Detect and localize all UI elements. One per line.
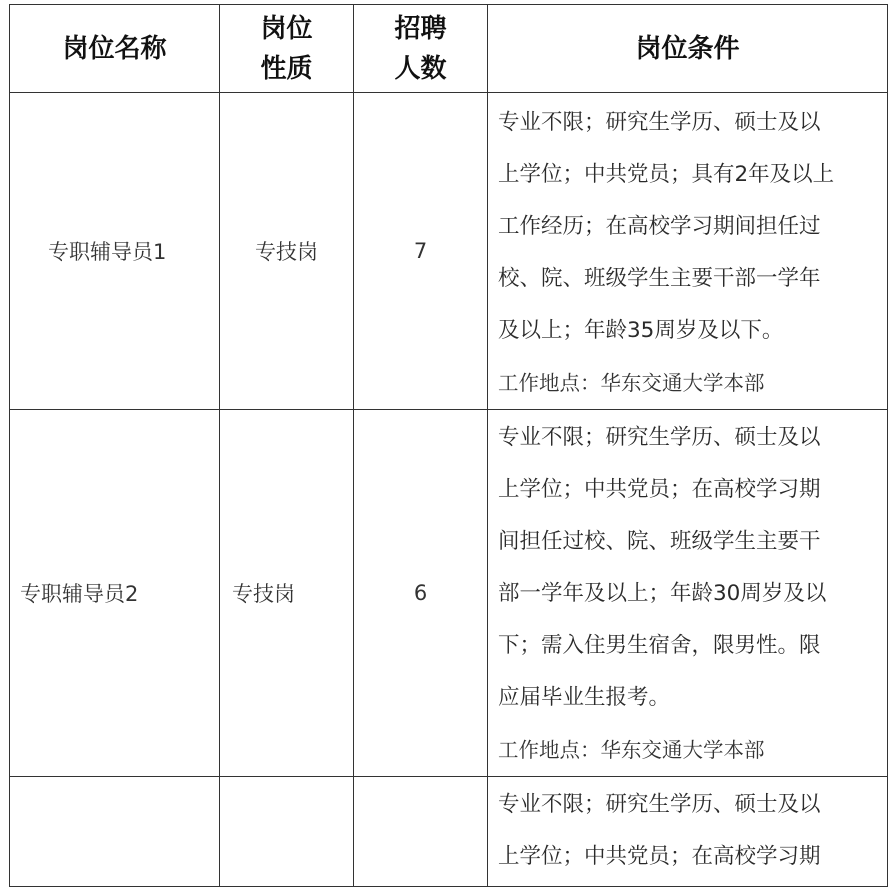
condition-line: 专业不限；研究生学历、硕士及以 — [498, 792, 821, 817]
position-nature-cell — [220, 777, 354, 887]
work-location: 工作地点：华东交通大学本部 — [498, 738, 765, 762]
header-count-line2: 人数 — [394, 53, 447, 84]
conditions-cell — [488, 777, 888, 887]
condition-line: 工作经历；在高校学习期间担任过 — [498, 214, 821, 239]
conditions-cell — [488, 93, 888, 410]
header-position-name: 岗位名称 — [10, 5, 220, 93]
recruit-count-cell: 7 — [354, 93, 488, 410]
table-row — [10, 410, 888, 777]
header-nature-line2: 性质 — [260, 53, 313, 84]
condition-line: 上学位；中共党员；具有2年及以上 — [498, 162, 835, 187]
condition-line: 上学位；中共党员；在高校学习期 — [498, 477, 821, 502]
position-name-cell: 专职辅导员1 — [10, 93, 220, 410]
header-position-nature — [220, 5, 354, 93]
condition-line: 下；需入住男生宿舍，限男性。限 — [498, 633, 821, 658]
header-row — [10, 5, 888, 93]
recruit-count-cell: 6 — [354, 410, 488, 777]
header-count-line1: 招聘 — [394, 13, 447, 44]
condition-line: 应届毕业生报考。 — [498, 685, 671, 710]
condition-line: 专业不限；研究生学历、硕士及以 — [498, 110, 821, 135]
condition-line: 及以上；年龄35周岁及以下。 — [498, 318, 784, 343]
header-nature-line1: 岗位 — [260, 13, 313, 44]
condition-line: 校、院、班级学生主要干部一学年 — [498, 266, 821, 291]
condition-line: 专业不限；研究生学历、硕士及以 — [498, 425, 821, 450]
recruitment-table — [9, 4, 888, 887]
header-recruit-count — [354, 5, 488, 93]
position-name-cell: 专职辅导员2 — [10, 410, 220, 777]
header-conditions: 岗位条件 — [488, 5, 888, 93]
position-nature-cell: 专技岗 — [220, 410, 354, 777]
position-nature-cell: 专技岗 — [220, 93, 354, 410]
table-row — [10, 777, 888, 887]
condition-line: 部一学年及以上；年龄30周岁及以 — [498, 581, 827, 606]
condition-line: 间担任过校、院、班级学生主要干 — [498, 529, 821, 554]
condition-line: 上学位；中共党员；在高校学习期 — [498, 844, 821, 869]
position-name-cell — [10, 777, 220, 887]
work-location: 工作地点：华东交通大学本部 — [498, 371, 765, 395]
recruit-count-cell — [354, 777, 488, 887]
table-row — [10, 93, 888, 410]
conditions-cell — [488, 410, 888, 777]
